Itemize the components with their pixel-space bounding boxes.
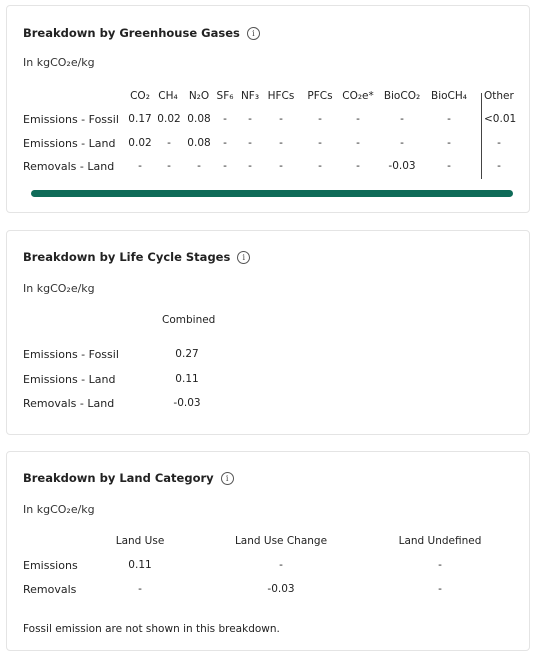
table-cell: - xyxy=(438,559,442,571)
info-icon[interactable]: i xyxy=(247,27,260,40)
col-header: Land Use Change xyxy=(234,535,328,547)
table-cell: - xyxy=(447,160,451,172)
ghg-unit: In kgCO₂e/kg xyxy=(23,56,95,69)
table-cell: - xyxy=(248,113,252,125)
table-cell: - xyxy=(279,113,283,125)
table-cell: - xyxy=(138,160,142,172)
col-header: NF₃ xyxy=(240,90,260,102)
col-header: CO₂ xyxy=(130,90,150,102)
row-label: Emissions - Land xyxy=(23,137,116,150)
row-label: Removals - Land xyxy=(23,397,115,410)
table-cell: 0.08 xyxy=(187,137,211,149)
row-label: Removals xyxy=(23,583,77,596)
table-cell: - xyxy=(438,583,442,595)
table-cell: 0.27 xyxy=(175,348,199,360)
col-header: HFCs xyxy=(267,90,295,102)
table-cell: - xyxy=(447,113,451,125)
ghg-card xyxy=(6,5,530,213)
land-title: Breakdown by Land Category xyxy=(23,471,214,485)
row-label: Emissions - Fossil xyxy=(23,113,119,126)
table-cell: - xyxy=(279,137,283,149)
col-header: CH₄ xyxy=(158,90,178,102)
table-cell: - xyxy=(279,160,283,172)
column-divider xyxy=(481,93,482,179)
table-cell: 0.17 xyxy=(128,113,152,125)
ghg-title: Breakdown by Greenhouse Gases xyxy=(23,26,240,40)
table-cell: - xyxy=(318,160,322,172)
info-icon[interactable]: i xyxy=(237,251,250,264)
table-cell: - xyxy=(167,137,171,149)
table-cell: - xyxy=(223,137,227,149)
lifecycle-unit: In kgCO₂e/kg xyxy=(23,282,95,295)
table-cell: - xyxy=(356,160,360,172)
col-header: Land Use xyxy=(115,535,165,547)
col-header: PFCs xyxy=(307,90,333,102)
table-cell: 0.02 xyxy=(128,137,152,149)
lifecycle-card xyxy=(6,230,530,435)
info-icon[interactable]: i xyxy=(221,472,234,485)
table-cell: - xyxy=(356,137,360,149)
table-cell: - xyxy=(318,137,322,149)
lifecycle-title: Breakdown by Life Cycle Stages xyxy=(23,250,231,264)
col-header: Land Undefined xyxy=(398,535,482,547)
land-title-row xyxy=(23,471,234,485)
table-cell: -0.03 xyxy=(267,583,295,595)
table-cell: - xyxy=(279,559,283,571)
row-label: Emissions - Fossil xyxy=(23,348,119,361)
row-label: Removals - Land xyxy=(23,160,115,173)
ghg-title-row xyxy=(23,26,260,40)
table-cell: - xyxy=(248,160,252,172)
col-header: Other xyxy=(484,90,514,102)
table-cell: - xyxy=(400,137,404,149)
table-cell: 0.11 xyxy=(175,373,199,385)
table-cell: - xyxy=(497,137,501,149)
lifecycle-title-row xyxy=(23,250,250,264)
table-cell: - xyxy=(223,113,227,125)
table-cell: 0.02 xyxy=(157,113,181,125)
land-card xyxy=(6,451,530,651)
table-cell: - xyxy=(447,137,451,149)
table-cell: - xyxy=(197,160,201,172)
table-cell: - xyxy=(400,113,404,125)
table-cell: 0.08 xyxy=(187,113,211,125)
col-header: Combined xyxy=(162,314,216,326)
table-cell: - xyxy=(318,113,322,125)
table-cell: 0.11 xyxy=(128,559,152,571)
row-label: Emissions xyxy=(23,559,78,572)
table-cell: -0.03 xyxy=(173,397,201,409)
table-cell: - xyxy=(138,583,142,595)
table-cell: -0.03 xyxy=(388,160,416,172)
horizontal-scrollbar[interactable] xyxy=(31,190,513,197)
col-header: BioCO₂ xyxy=(383,90,421,102)
footnote: Fossil emission are not shown in this breakdown. xyxy=(23,623,280,635)
col-header: CO₂e* xyxy=(342,90,374,102)
col-header: BioCH₄ xyxy=(431,90,467,102)
table-cell: - xyxy=(356,113,360,125)
table-cell: - xyxy=(248,137,252,149)
table-cell: <0.01 xyxy=(484,113,517,125)
table-cell: - xyxy=(497,160,501,172)
land-unit: In kgCO₂e/kg xyxy=(23,503,95,516)
col-header: N₂O xyxy=(188,90,210,102)
col-header: SF₆ xyxy=(216,90,234,102)
table-cell: - xyxy=(223,160,227,172)
table-cell: - xyxy=(167,160,171,172)
row-label: Emissions - Land xyxy=(23,373,116,386)
